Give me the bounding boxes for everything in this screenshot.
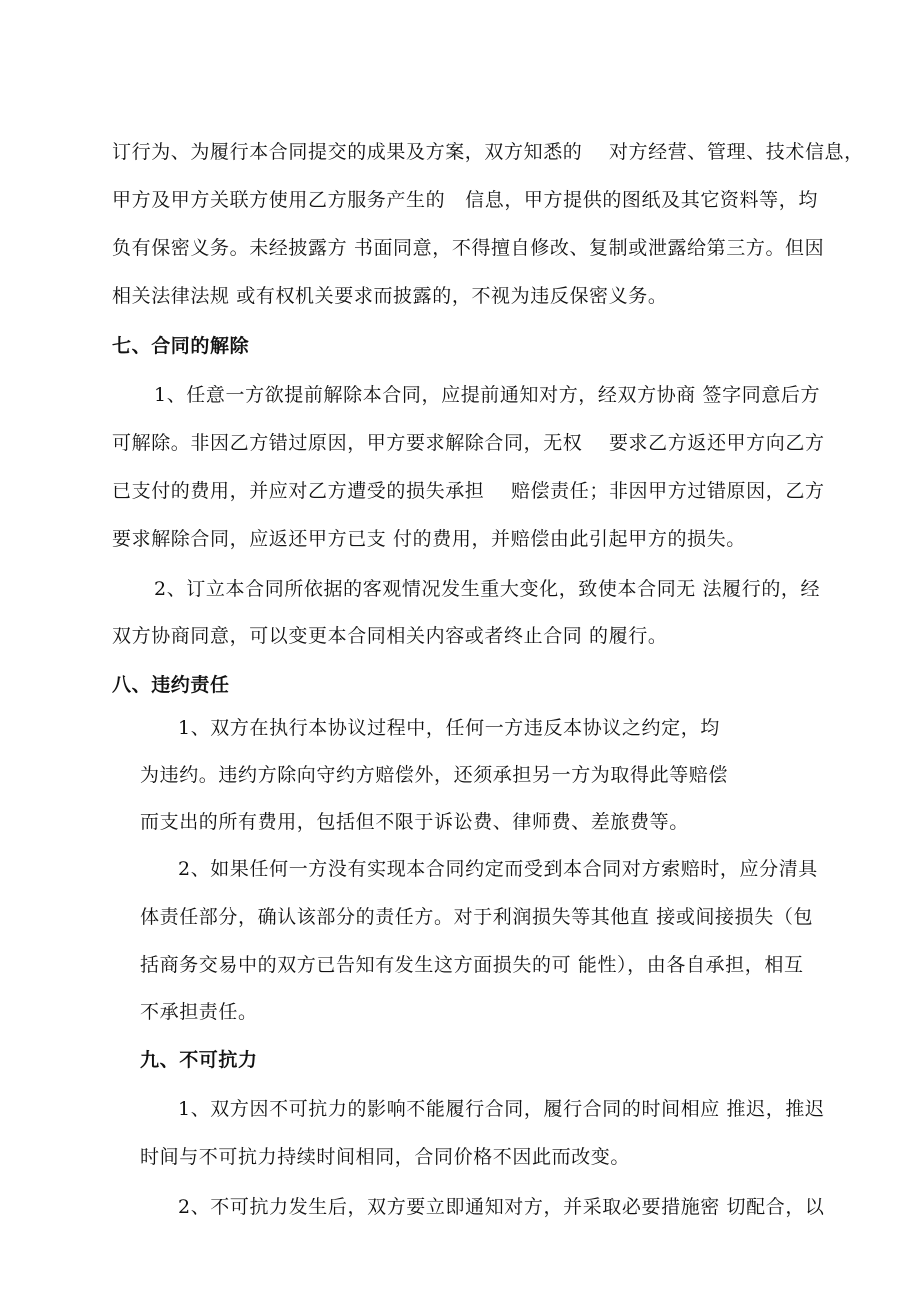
text-line: 为违约。违约方除向守约方赔偿外，还须承担另一方为取得此等赔偿	[140, 764, 729, 786]
text-line: 双方协商同意，可以变更本合同相关内容或者终止合同 的履行。	[112, 625, 668, 647]
text-line: 体责任部分，确认该部分的责任方。对于利润损失等其他直 接或间接损失（包	[140, 906, 814, 928]
text-line: 负有保密义务。未经披露方 书面同意，不得擅自修改、复制或泄露给第三方。但因	[112, 237, 825, 259]
text-line: 相关法律法规 或有权机关要求而披露的，不视为违反保密义务。	[112, 285, 668, 307]
text-line: 甲方及甲方关联方使用乙方服务产生的 信息，甲方提供的图纸及其它资料等，均	[112, 189, 818, 211]
section-heading-breach: 八、违约责任	[112, 674, 230, 696]
section-heading-termination: 七、合同的解除	[112, 335, 250, 357]
text-line: 2、如果任何一方没有实现本合同约定而受到本合同对方索赔时，应分清具	[178, 858, 818, 880]
text-line: 1、双方在执行本协议过程中，任何一方违反本协议之约定，均	[178, 717, 720, 739]
text-line: 1、任意一方欲提前解除本合同，应提前通知对方，经双方协商 签字同意后方	[154, 384, 821, 406]
text-line: 1、双方因不可抗力的影响不能履行合同，履行合同的时间相应 推迟，推迟	[178, 1098, 825, 1120]
text-line: 括商务交易中的双方已告知有发生这方面损失的可 能性），由各自承担，相互	[140, 954, 804, 976]
text-line: 已支付的费用，并应对乙方遭受的损失承担 赔偿责任；非因甲方过错原因，乙方	[112, 480, 825, 502]
text-line: 订行为、为履行本合同提交的成果及方案，双方知悉的 对方经营、管理、技术信息，	[112, 141, 864, 163]
section-heading-force-majeure: 九、不可抗力	[140, 1049, 258, 1071]
text-line: 时间与不可抗力持续时间相同，合同价格不因此而改变。	[140, 1146, 631, 1168]
text-line: 2、订立本合同所依据的客观情况发生重大变化，致使本合同无 法履行的，经	[154, 578, 821, 600]
text-line: 可解除。非因乙方错过原因，甲方要求解除合同，无权 要求乙方返还甲方向乙方	[112, 432, 825, 454]
text-line: 而支出的所有费用，包括但不限于诉讼费、律师费、差旅费等。	[140, 811, 689, 833]
text-line: 2、不可抗力发生后，双方要立即通知对方，并采取必要措施密 切配合，以	[178, 1196, 825, 1218]
text-line: 要求解除合同，应返还甲方已支 付的费用，并赔偿由此引起甲方的损失。	[112, 528, 746, 550]
text-line: 不承担责任。	[140, 1001, 258, 1023]
